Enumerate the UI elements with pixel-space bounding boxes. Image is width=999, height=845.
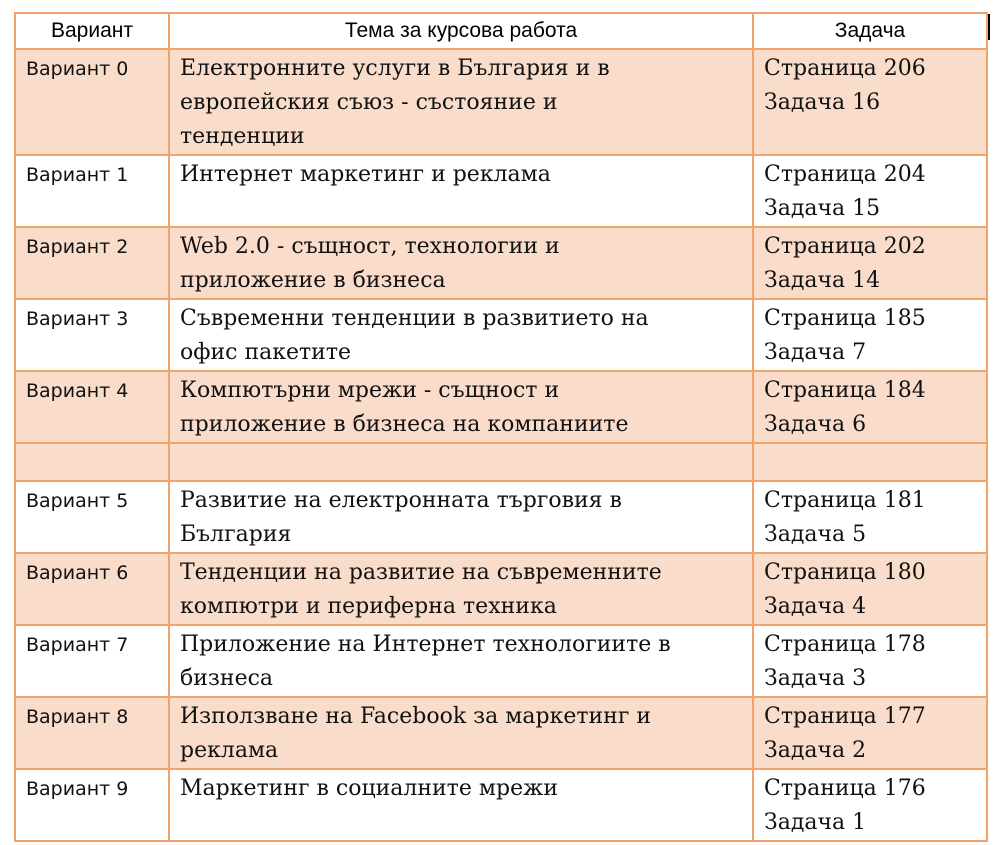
task-number: Задача 3: [764, 666, 867, 691]
table-row: [15, 49, 987, 155]
task-cell: [753, 481, 987, 553]
variant-cell: Вариант 2: [15, 227, 169, 299]
topic-cell: [169, 299, 753, 371]
topic-line: реклама: [180, 738, 279, 763]
topic-cell: [169, 697, 753, 769]
task-cell: [753, 227, 987, 299]
header-variant: Вариант: [15, 13, 169, 49]
task-number: Задача 15: [764, 196, 881, 221]
task-cell: [753, 625, 987, 697]
topic-line: Маркетинг в социалните мрежи: [180, 776, 558, 801]
table-row: [15, 553, 987, 625]
task-cell: [753, 49, 987, 155]
task-page: Страница 202: [764, 234, 926, 259]
topic-line: офис пакетите: [180, 340, 352, 365]
text-cursor: [988, 14, 990, 40]
table-row: [15, 155, 987, 227]
topic-line: приложение в бизнеса на компаниите: [180, 412, 629, 437]
topic-line: Съвременни тенденции в развитието на: [180, 306, 649, 331]
topic-line: Тенденции на развитие на съвременните: [180, 560, 662, 585]
table-row: [15, 299, 987, 371]
table-row: [15, 697, 987, 769]
topic-cell: [169, 371, 753, 443]
header-topic: Тема за курсова работа: [169, 13, 753, 49]
task-cell: [753, 553, 987, 625]
task-number: Задача 16: [764, 90, 881, 115]
topic-line: Компютърни мрежи - същност и: [180, 378, 560, 403]
variant-cell: [15, 443, 169, 481]
topic-line: компютри и периферна техника: [180, 594, 557, 619]
task-number: Задача 14: [764, 268, 881, 293]
task-number: Задача 4: [764, 594, 867, 619]
task-number: Задача 7: [764, 340, 867, 365]
topic-line: бизнеса: [180, 666, 274, 691]
topic-line: Web 2.0 - същност, технологии и: [180, 234, 560, 259]
task-page: Страница 181: [764, 488, 926, 513]
table-body: [15, 49, 987, 841]
task-cell: [753, 697, 987, 769]
task-page: Страница 185: [764, 306, 926, 331]
task-page: Страница 206: [764, 56, 926, 81]
variant-cell: Вариант 7: [15, 625, 169, 697]
header-task: Задача: [753, 13, 987, 49]
topic-cell: [169, 625, 753, 697]
variant-cell: Вариант 8: [15, 697, 169, 769]
variant-cell: Вариант 0: [15, 49, 169, 155]
table-header-row: [15, 13, 987, 49]
topic-cell: [169, 443, 753, 481]
table-row-empty: [15, 443, 987, 481]
topic-line: Използване на Facebook за маркетинг и: [180, 704, 652, 729]
assignment-table: [14, 12, 988, 842]
task-cell: [753, 299, 987, 371]
task-number: Задача 5: [764, 522, 867, 547]
topic-line: Развитие на електронната търговия в: [180, 488, 622, 513]
topic-line: европейския съюз - състояние и: [180, 90, 558, 115]
table-row: [15, 769, 987, 841]
topic-cell: [169, 769, 753, 841]
table-row: [15, 371, 987, 443]
topic-cell: [169, 481, 753, 553]
task-number: Задача 6: [764, 412, 867, 437]
task-page: Страница 204: [764, 162, 926, 187]
variant-cell: Вариант 3: [15, 299, 169, 371]
table-row: [15, 481, 987, 553]
task-page: Страница 177: [764, 704, 926, 729]
topic-cell: [169, 49, 753, 155]
task-page: Страница 180: [764, 560, 926, 585]
topic-line: Интернет маркетинг и реклама: [180, 162, 551, 187]
task-page: Страница 178: [764, 632, 926, 657]
topic-cell: [169, 553, 753, 625]
topic-cell: [169, 155, 753, 227]
topic-line: България: [180, 522, 292, 547]
table-row: [15, 625, 987, 697]
variant-cell: Вариант 5: [15, 481, 169, 553]
task-page: Страница 176: [764, 776, 926, 801]
task-cell: [753, 769, 987, 841]
task-cell: [753, 371, 987, 443]
topic-line: Приложение на Интернет технологиите в: [180, 632, 671, 657]
variant-cell: Вариант 4: [15, 371, 169, 443]
topic-line: приложение в бизнеса: [180, 268, 446, 293]
task-number: Задача 2: [764, 738, 867, 763]
table-row: [15, 227, 987, 299]
variant-cell: Вариант 9: [15, 769, 169, 841]
variant-cell: Вариант 1: [15, 155, 169, 227]
topic-line: тенденции: [180, 124, 305, 149]
task-page: Страница 184: [764, 378, 926, 403]
topic-line: Електронните услуги в България и в: [180, 56, 610, 81]
task-cell: [753, 155, 987, 227]
variant-cell: Вариант 6: [15, 553, 169, 625]
task-number: Задача 1: [764, 810, 867, 835]
topic-cell: [169, 227, 753, 299]
task-cell: [753, 443, 987, 481]
